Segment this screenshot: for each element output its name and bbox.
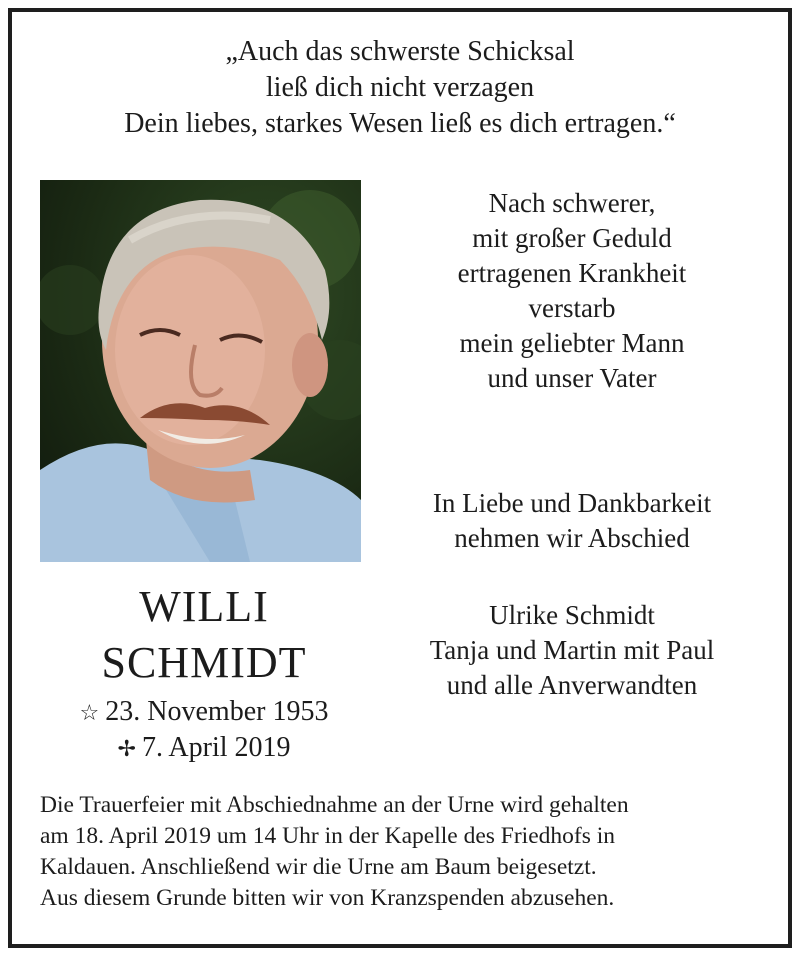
announcement-line: und unser Vater	[487, 363, 657, 393]
motto-line: „Auch das schwerste Schicksal	[225, 36, 575, 67]
star-icon: ☆	[79, 701, 100, 726]
motto-line: ließ dich nicht verzagen	[265, 72, 535, 103]
deceased-first-name: WILLI	[139, 582, 269, 631]
notice-line: Kaldauen. Anschließend wir die Urne am Baum beigesetzt.	[40, 854, 597, 880]
notice-line: am 18. April 2019 um 14 Uhr in der Kapelle des Friedhofs in	[40, 823, 616, 849]
announcement-line: mit großer Geduld	[472, 223, 672, 253]
farewell-line: nehmen wir Abschied	[454, 523, 690, 553]
farewell-text	[372, 486, 772, 556]
announcement-line: ertragenen Krankheit	[457, 258, 687, 288]
motto-line: Dein liebes, starkes Wesen ließ es dich ertragen.“	[124, 108, 676, 139]
mourner-line: Tanja und Martin mit Paul	[429, 635, 715, 665]
death-date-line	[40, 730, 368, 768]
mourners-list	[372, 598, 772, 703]
service-notice	[40, 790, 760, 914]
notice-line: Aus diesem Grunde bitten wir von Kranzspenden abzusehen.	[40, 885, 615, 911]
cross-icon: ✢	[117, 737, 136, 762]
birth-date-line	[40, 694, 368, 732]
deceased-last-name: SCHMIDT	[101, 638, 307, 687]
death-date: 7. April 2019	[141, 732, 291, 763]
portrait-photo	[40, 180, 361, 562]
announcement-line: verstarb	[528, 293, 616, 323]
death-announcement	[372, 186, 772, 396]
mourner-line: Ulrike Schmidt	[489, 600, 655, 630]
motto-quote	[20, 34, 780, 142]
farewell-line: In Liebe und Dankbarkeit	[432, 488, 712, 518]
notice-line: Die Trauerfeier mit Abschiednahme an der Urne wird gehalten	[40, 792, 629, 818]
announcement-line: mein geliebter Mann	[459, 328, 685, 358]
mourner-line: und alle Anverwandten	[446, 670, 698, 700]
announcement-line: Nach schwerer,	[488, 188, 656, 218]
birth-date: 23. November 1953	[105, 696, 329, 727]
